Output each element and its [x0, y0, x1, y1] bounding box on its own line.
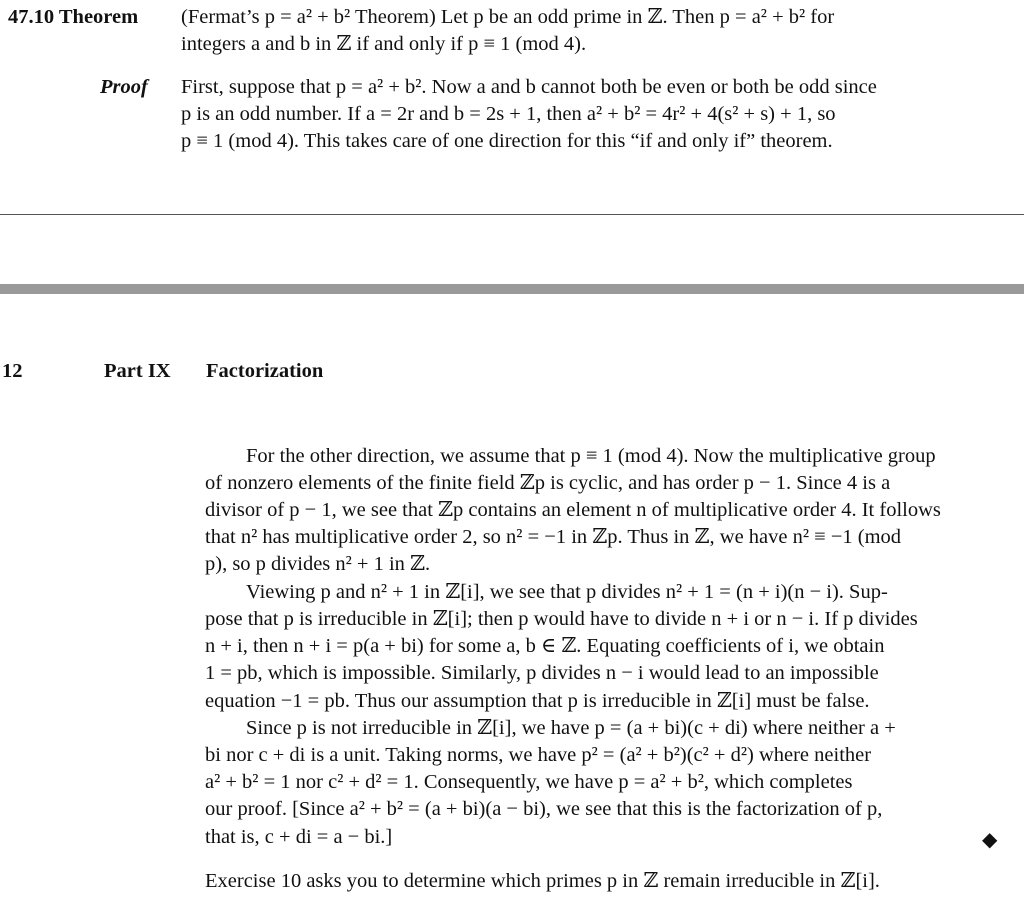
proof-line-1: First, suppose that p = a² + b². Now a and b cannot both be even or both be odd since	[181, 76, 877, 98]
proof-line-2: p is an odd number. If a = 2r and b = 2s + 1, then a² + b² = 4r² + 4(s² + s) + 1, so	[181, 103, 836, 125]
body-line-13: a² + b² = 1 nor c² + d² = 1. Consequently, we have p = a² + b², which completes	[205, 771, 853, 793]
end-of-proof-diamond: ◆	[982, 829, 998, 851]
theorem-label: 47.10 Theorem	[8, 6, 139, 28]
body-line-1: For the other direction, we assume that p ≡ 1 (mod 4). Now the multiplicative group	[246, 445, 936, 467]
proof-label: Proof	[100, 76, 148, 98]
body-line-4: that n² has multiplicative order 2, so n² = −1 in ℤp. Thus in ℤ, we have n² ≡ −1 (mod	[205, 526, 902, 548]
body-line-9: 1 = pb, which is impossible. Similarly, p divides n − i would lead to an impossible	[205, 662, 879, 684]
body-line-10: equation −1 = pb. Thus our assumption that p is irreducible in ℤ[i] must be false.	[205, 690, 870, 712]
page-number: 12	[2, 360, 23, 382]
body-line-2: of nonzero elements of the finite field ℤp is cyclic, and has order p − 1. Since 4 is a	[205, 472, 891, 494]
part-label: Part IX	[104, 360, 171, 382]
body-line-5: p), so p divides n² + 1 in ℤ.	[205, 553, 431, 575]
body-line-15: that is, c + di = a − bi.]	[205, 826, 393, 848]
body-line-6: Viewing p and n² + 1 in ℤ[i], we see that p divides n² + 1 = (n + i)(n − i). Sup-	[246, 581, 888, 603]
body-line-12: bi nor c + di is a unit. Taking norms, we have p² = (a² + b²)(c² + d²) where neither	[205, 744, 872, 766]
body-line-7: pose that p is irreducible in ℤ[i]; then p would have to divide n + i or n − i. If p divides	[205, 608, 918, 630]
theorem-statement-line-1: (Fermat’s p = a² + b² Theorem) Let p be an odd prime in ℤ. Then p = a² + b² for	[181, 6, 835, 28]
proof-line-3: p ≡ 1 (mod 4). This takes care of one direction for this “if and only if” theorem.	[181, 130, 833, 152]
body-line-11: Since p is not irreducible in ℤ[i], we have p = (a + bi)(c + di) where neither a +	[246, 717, 896, 739]
body-line-3: divisor of p − 1, we see that ℤp contains an element n of multiplicative order 4. It follows	[205, 499, 941, 521]
theorem-statement-line-2: integers a and b in ℤ if and only if p ≡ 1 (mod 4).	[181, 33, 587, 55]
body-line-14: our proof. [Since a² + b² = (a + bi)(a − bi), we see that this is the factorization of p,	[205, 798, 883, 820]
section-divider	[0, 214, 1024, 215]
page-break-band	[0, 284, 1024, 294]
chapter-title: Factorization	[206, 360, 324, 382]
exercise-note: Exercise 10 asks you to determine which primes p in ℤ remain irreducible in ℤ[i].	[205, 870, 880, 892]
body-line-8: n + i, then n + i = p(a + bi) for some a, b ∈ ℤ. Equating coefficients of i, we obtain	[205, 635, 885, 657]
